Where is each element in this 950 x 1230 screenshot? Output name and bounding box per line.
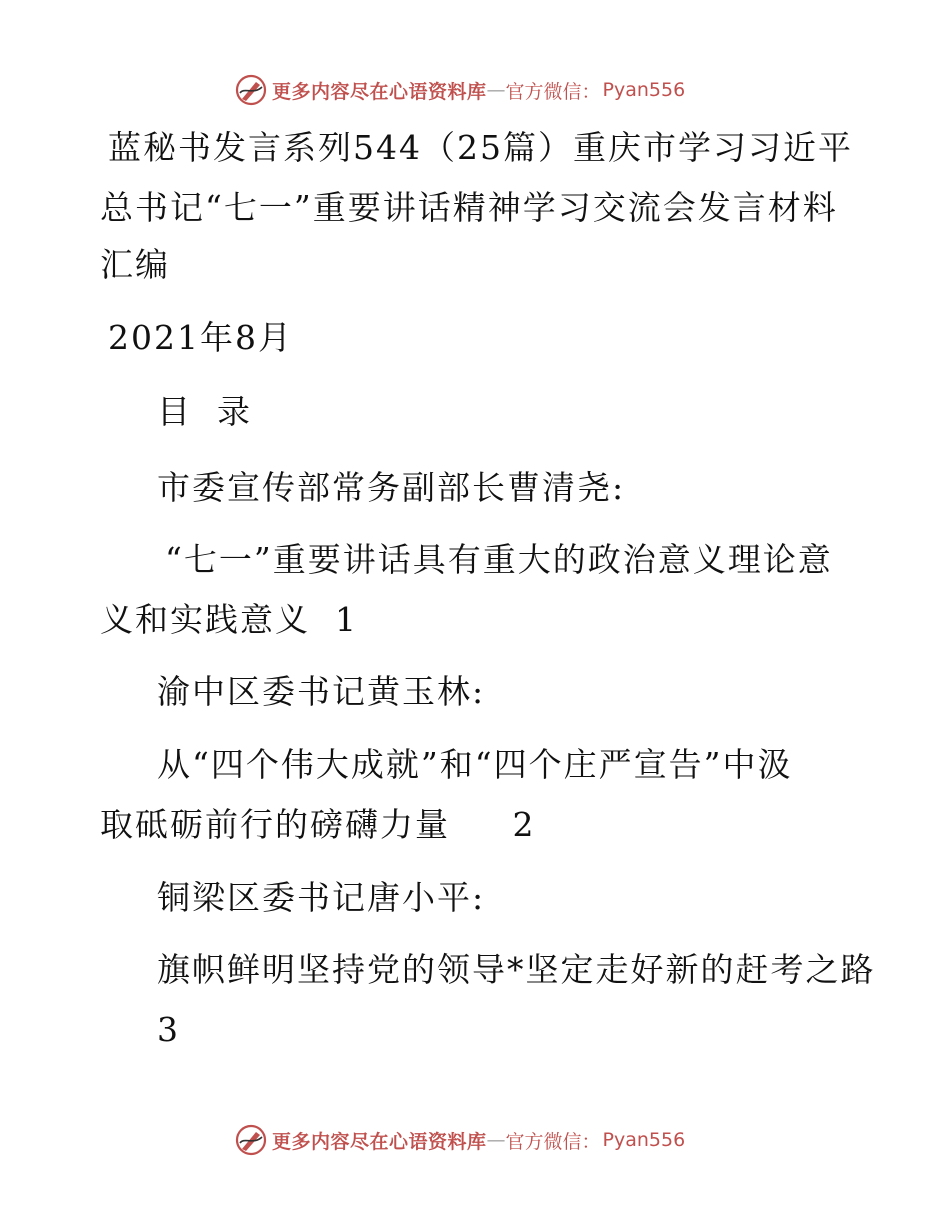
toc-entry-title-continued[interactable]: 取砥砺前行的磅礴力量 2	[100, 805, 536, 844]
document-title-line-3: 汇编	[100, 245, 170, 284]
document-date: 2021年8月	[108, 318, 293, 357]
toc-entry-title-continued[interactable]: 义和实践意义 1	[100, 600, 358, 639]
watermark-footer	[234, 1122, 685, 1158]
pen-logo-icon	[234, 73, 268, 107]
document-title-line-2: 总书记“七一”重要讲话精神学习交流会发言材料	[100, 188, 838, 227]
toc-entry-author: 铜梁区委书记唐小平:	[157, 878, 486, 917]
document-title-line-1: 蓝秘书发言系列544（25篇）重庆市学习习近平	[108, 128, 853, 167]
watermark-wechat-id: Pyan556	[602, 79, 686, 101]
toc-heading: 目 录	[157, 392, 252, 431]
toc-entry-title[interactable]: 旗帜鲜明坚持党的领导*坚定走好新的赶考之路	[157, 950, 876, 989]
toc-entry-title[interactable]: “七一”重要讲话具有重大的政治意义理论意	[165, 540, 833, 579]
watermark-text: 更多内容尽在心语资料库	[272, 80, 487, 103]
toc-entry-title-continued[interactable]: 3	[157, 1010, 180, 1049]
watermark-separator: —	[486, 79, 506, 101]
watermark-header	[234, 72, 685, 108]
toc-entry-title[interactable]: 从“四个伟大成就”和“四个庄严宣告”中汲	[157, 745, 793, 784]
watermark-wechat-id: Pyan556	[602, 1129, 686, 1151]
watermark-wechat-label: 官方微信：	[505, 80, 601, 103]
toc-entry-author: 市委宣传部常务副部长曹清尧:	[157, 468, 626, 507]
watermark-text: 更多内容尽在心语资料库	[272, 1130, 487, 1153]
watermark-separator: —	[486, 1129, 506, 1151]
pen-logo-icon	[234, 1123, 268, 1157]
toc-entry-author: 渝中区委书记黄玉林:	[157, 672, 486, 711]
watermark-wechat-label: 官方微信：	[505, 1130, 601, 1153]
